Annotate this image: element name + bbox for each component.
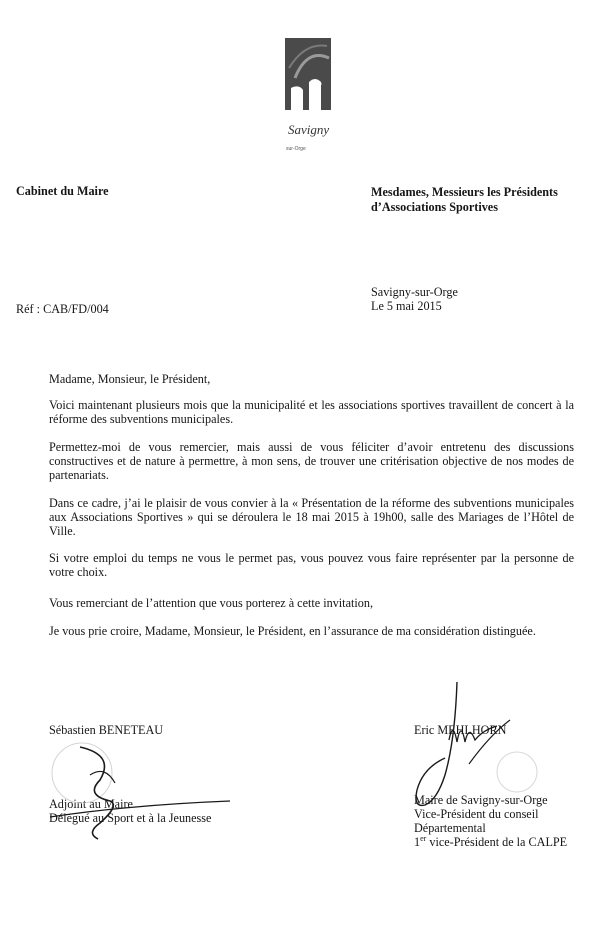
left-signatory-title-1: Adjoint au Maire bbox=[49, 797, 133, 811]
right-signatory-title-1: Maire de Savigny-sur-Orge bbox=[414, 793, 548, 807]
right-signature bbox=[405, 680, 555, 820]
right-signatory-title-4-sup: er bbox=[420, 833, 427, 843]
city-logo bbox=[285, 38, 331, 158]
cabinet-label: Cabinet du Maire bbox=[16, 184, 109, 198]
paragraph-3: Dans ce cadre, j’ai le plaisir de vous convier à la « Présentation de la réforme des subventions municipales aux Associations Sportives » qui se déroulera le 18 mai 2015 à 19h00, salle des Mariages de l’Hôtel de Ville. bbox=[49, 496, 574, 538]
recipient-line-2: d’Associations Sportives bbox=[371, 200, 498, 214]
reference: Réf : CAB/FD/004 bbox=[16, 302, 109, 316]
right-signatory-title-2: Vice-Président du conseil bbox=[414, 807, 539, 821]
right-signatory-title-4-text: vice-Président de la CALPE bbox=[426, 835, 568, 849]
paragraph-5: Vous remerciant de l’attention que vous porterez à cette invitation, bbox=[49, 596, 373, 610]
recipient-line-1: Mesdames, Messieurs les Présidents bbox=[371, 185, 558, 199]
paragraph-4: Si votre emploi du temps ne vous le permet pas, vous pouvez vous faire représenter par la personne de votre choix. bbox=[49, 551, 574, 579]
paragraph-6: Je vous prie croire, Madame, Monsieur, le Président, en l’assurance de ma considération distinguée. bbox=[49, 624, 536, 638]
date: Le 5 mai 2015 bbox=[371, 299, 442, 313]
paragraph-2: Permettez-moi de vous remercier, mais aussi de vous féliciter d’avoir entretenu des discussions constructives et de nature à permettre, à mon sens, de trouver une critérisation objective de nos modes de partenariats. bbox=[49, 440, 574, 482]
savigny-logo-icon bbox=[285, 38, 331, 158]
right-signatory-title-3: Départemental bbox=[414, 821, 486, 835]
paragraph-1: Voici maintenant plusieurs mois que la municipalité et les associations sportives travaillent de concert à la réforme des subventions municipales. bbox=[49, 398, 574, 426]
salutation: Madame, Monsieur, le Président, bbox=[49, 372, 211, 386]
left-signatory-name: Sébastien BENETEAU bbox=[49, 723, 164, 737]
right-signatory-name: Eric MEHLHORN bbox=[414, 723, 507, 737]
left-signatory-title-2: Délégué au Sport et à la Jeunesse bbox=[49, 811, 212, 825]
place: Savigny-sur-Orge bbox=[371, 285, 458, 299]
right-signatory-title-4-number: 1 bbox=[414, 835, 421, 849]
right-signatory-title-4 bbox=[414, 835, 567, 849]
left-signature bbox=[40, 735, 240, 845]
logo-name: Savigny bbox=[288, 122, 330, 137]
logo-tagline: sur-Orge bbox=[286, 146, 306, 152]
